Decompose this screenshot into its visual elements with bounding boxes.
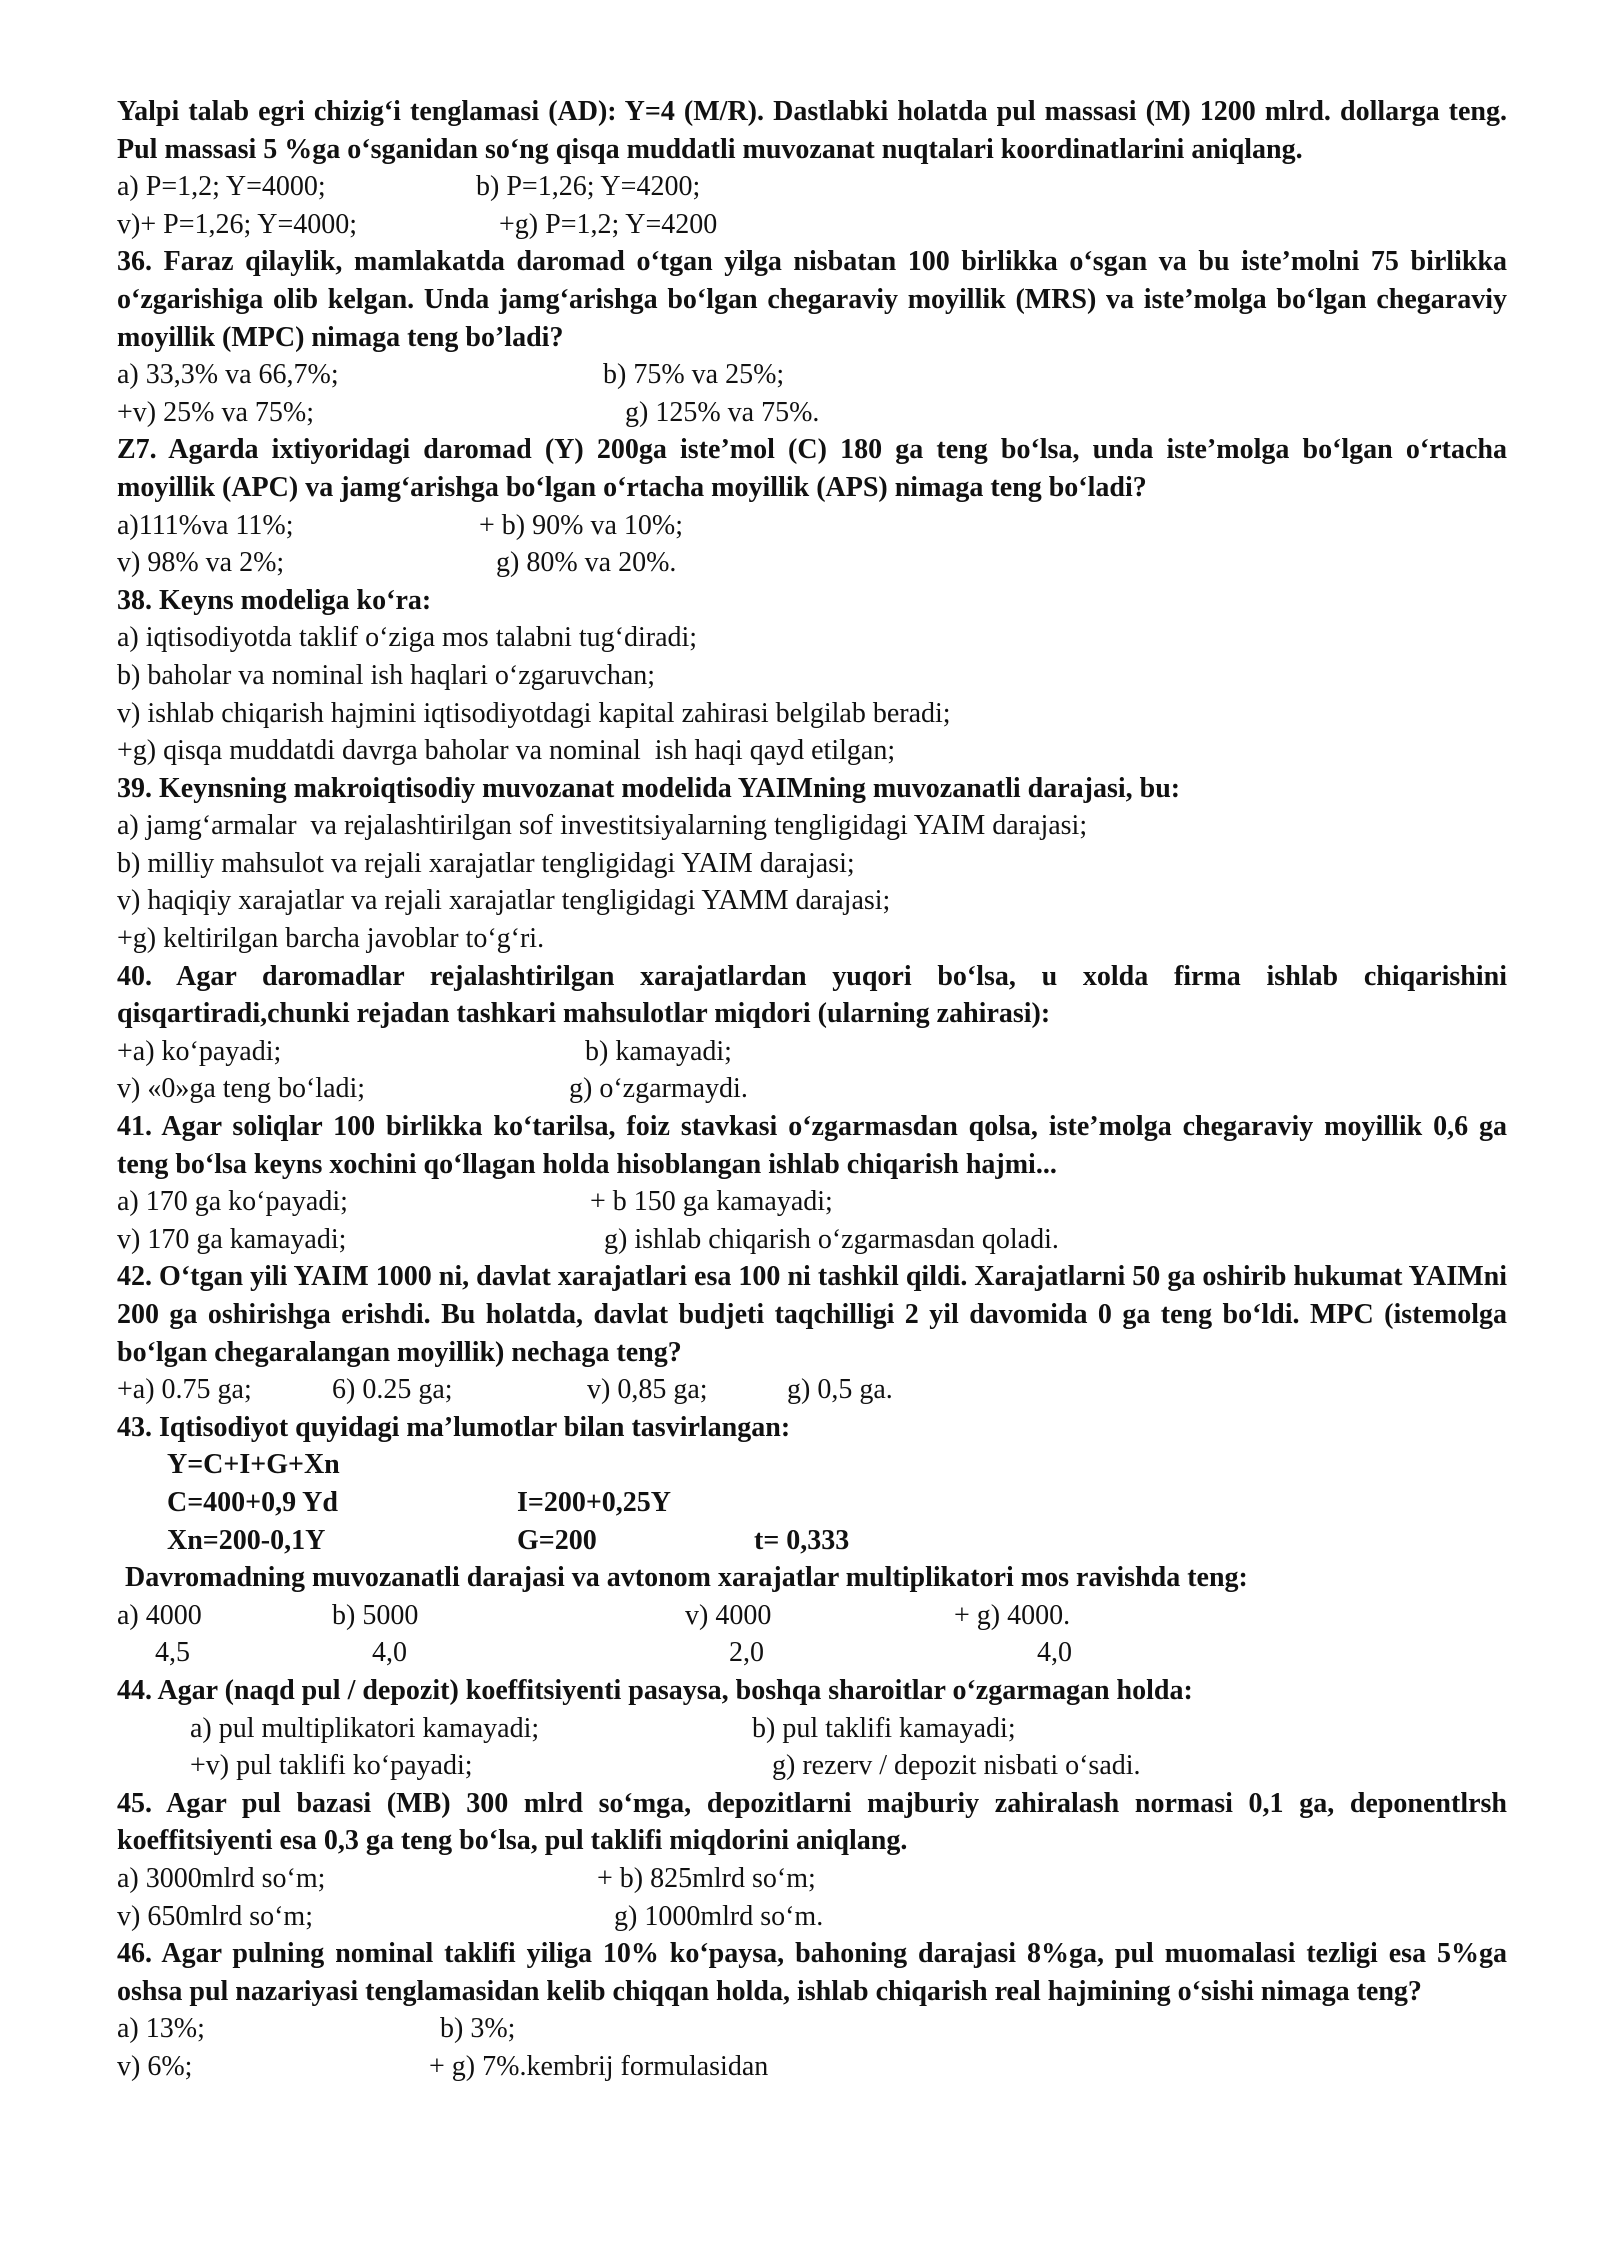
option-a: +a) 0.75 ga; bbox=[117, 1374, 252, 1406]
option-v: v)+ P=1,26; Y=4000; bbox=[117, 208, 358, 240]
option-v: +v) 25% va 75%; bbox=[117, 396, 314, 428]
option-g: +g) qisqa muddatdi davrga baholar va nominal ish haqi qayd etilgan; bbox=[117, 735, 896, 767]
question-45: 45. Agar pul bazasi (MB) 300 mlrd so‘mga, depozitlarni majburiy zahiralash normasi 0,1 ga, deponentlrsh koeffitsiyenti esa 0,3 ga teng bo‘lsa, pul taklifi miqdorini aniqlang. bbox=[117, 1787, 1507, 1857]
answer-row bbox=[117, 1070, 1507, 1108]
answer-row bbox=[117, 206, 1507, 244]
equation-tax-rate: t= 0,333 bbox=[754, 1524, 850, 1556]
option-b: + b 150 ga kamayadi; bbox=[590, 1186, 833, 1218]
option-g: g) 80% va 20%. bbox=[496, 547, 677, 579]
answer-row bbox=[117, 356, 1507, 394]
equation-row bbox=[117, 1484, 1507, 1522]
answer-row bbox=[117, 168, 1507, 206]
option-b-multiplier: 4,0 bbox=[372, 1637, 407, 1669]
equation-row bbox=[117, 1446, 1507, 1484]
answer-row bbox=[117, 1710, 1507, 1748]
answer-row bbox=[117, 394, 1507, 432]
answer-row bbox=[117, 507, 1507, 545]
answer-row bbox=[117, 1371, 1507, 1409]
answer-row bbox=[117, 544, 1507, 582]
option-g: +g) P=1,2; Y=4200 bbox=[499, 208, 718, 240]
question-42: 42. O‘tgan yili YAIM 1000 ni, davlat xarajatlari esa 100 ni tashkil qildi. Xarajatlarni 50 ga oshirib hukumat YAIMni 200 ga oshirishga erishdi. Bu holatda, davlat budjeti taqchilligi 2 yil davomida 0 ga teng bo‘ldi. MPC (istemolga bo‘lgan chegaralangan moyillik) nechaga teng? bbox=[117, 1261, 1507, 1368]
question-40: 40. Agar daromadlar rejalashtirilgan xarajatlardan yuqori bo‘lsa, u xolda firma ishlab chiqarishini qisqartiradi,chunki rejadan tashkari mahsulotlar miqdori (ularning zahirasi): bbox=[117, 960, 1507, 1030]
option-g: g) 125% va 75%. bbox=[625, 396, 820, 428]
answer-row bbox=[117, 1033, 1507, 1071]
question-35: Yalpi talab egri chizig‘i tenglamasi (AD): Y=4 (M/R). Dastlabki holatda pul massasi (M) 1200 mlrd. dollarga teng. Pul massasi 5 %ga o‘sganidan so‘ng qisqa muddatli muvozanat nuqtalari koordinatlarini aniqlang. bbox=[117, 96, 1507, 165]
option-v: v) ishlab chiqarish hajmini iqtisodiyotdagi kapital zahirasi belgilab beradi; bbox=[117, 697, 951, 729]
option-b: + b) 90% va 10%; bbox=[479, 509, 683, 541]
answer-row bbox=[117, 1747, 1507, 1785]
option-g: g) 1000mlrd so‘m. bbox=[614, 1900, 824, 1932]
option-g: g) rezerv / depozit nisbati o‘sadi. bbox=[772, 1750, 1141, 1782]
answer-row bbox=[117, 1183, 1507, 1221]
answer-row bbox=[117, 1221, 1507, 1259]
option-v: v) 650mlrd so‘m; bbox=[117, 1900, 313, 1932]
option-b: 6) 0.25 ga; bbox=[332, 1374, 453, 1406]
question-41: 41. Agar soliqlar 100 birlikka ko‘tarilsa, foiz stavkasi o‘zgarmasdan qolsa, iste’molga chegaraviy moyillik 0,6 ga teng bo‘lsa keyns xochini qo‘llagan holda hisoblangan ishlab chiqarish hajmi... bbox=[117, 1111, 1507, 1180]
option-v: v) 0,85 ga; bbox=[587, 1374, 708, 1406]
equation-row bbox=[117, 1522, 1507, 1560]
question-37: Z7. Agarda ixtiyoridagi daromad (Y) 200ga iste’mol (C) 180 ga teng bo‘lsa, unda iste’molga bo‘lgan o‘rtacha moyillik (APC) va jamg‘arishga bo‘lgan o‘rtacha moyillik (APS) nimaga teng bo‘ladi? bbox=[117, 434, 1507, 503]
option-a: a) 170 ga ko‘payadi; bbox=[117, 1186, 348, 1218]
option-a: a)111%va 11%; bbox=[117, 509, 294, 541]
question-38: 38. Keyns modeliga ko‘ra: bbox=[117, 584, 432, 616]
question-43-subtext: Davromadning muvozanatli darajasi va avtonom xarajatlar multiplikatori mos ravishda teng: bbox=[125, 1562, 1248, 1594]
equation-identity: Y=C+I+G+Xn bbox=[167, 1449, 340, 1481]
option-a-multiplier: 4,5 bbox=[155, 1637, 190, 1669]
option-g-multiplier: 4,0 bbox=[1037, 1637, 1072, 1669]
option-a: +a) ko‘payadi; bbox=[117, 1035, 282, 1067]
option-a: a) 33,3% va 66,7%; bbox=[117, 359, 339, 391]
document-page bbox=[117, 93, 1507, 2085]
option-a: a) 3000mlrd so‘m; bbox=[117, 1862, 326, 1894]
option-b: b) P=1,26; Y=4200; bbox=[476, 171, 701, 203]
option-a: a) 4000 bbox=[117, 1599, 202, 1631]
equation-net-exports: Xn=200-0,1Y bbox=[167, 1524, 326, 1556]
option-v: +v) pul taklifi ko‘payadi; bbox=[190, 1750, 473, 1782]
option-b: b) 75% va 25%; bbox=[603, 359, 785, 391]
option-g: g) 0,5 ga. bbox=[787, 1374, 893, 1406]
option-a: a) iqtisodiyotda taklif o‘ziga mos talabni tug‘diradi; bbox=[117, 622, 698, 654]
option-a: a) P=1,2; Y=4000; bbox=[117, 171, 326, 203]
option-g: g) o‘zgarmaydi. bbox=[569, 1073, 748, 1105]
option-v: v) 4000 bbox=[685, 1599, 772, 1631]
option-a: a) 13%; bbox=[117, 2013, 205, 2045]
question-46: 46. Agar pulning nominal taklifi yiliga 10% ko‘paysa, bahoning darajasi 8%ga, pul muomalasi tezligi esa 5%ga oshsa pul nazariyasi tenglamasidan kelib chiqqan holda, ishlab chiqarish real hajmining o‘sishi nimaga teng? bbox=[117, 1938, 1507, 2007]
option-b: + b) 825mlrd so‘m; bbox=[597, 1862, 816, 1894]
option-v: v) 6%; bbox=[117, 2050, 193, 2082]
option-v-multiplier: 2,0 bbox=[729, 1637, 764, 1669]
answer-row bbox=[117, 2010, 1507, 2048]
question-43-subtext-row bbox=[117, 1559, 1507, 1597]
answer-row bbox=[117, 2048, 1507, 2086]
option-g: +g) keltirilgan barcha javoblar to‘g‘ri. bbox=[117, 923, 545, 955]
answer-row bbox=[117, 1597, 1507, 1635]
option-a: a) pul multiplikatori kamayadi; bbox=[190, 1712, 540, 1744]
option-g: + g) 4000. bbox=[954, 1599, 1071, 1631]
equation-investment: I=200+0,25Y bbox=[517, 1486, 672, 1518]
question-44: 44. Agar (naqd pul / depozit) koeffitsiyenti pasaysa, boshqa sharoitlar o‘zgarmagan holda: bbox=[117, 1674, 1193, 1706]
answer-row bbox=[117, 1898, 1507, 1936]
option-b: b) 3%; bbox=[440, 2013, 516, 2045]
question-39: 39. Keynsning makroiqtisodiy muvozanat modelida YAIMning muvozanatli darajasi, bu: bbox=[117, 772, 1181, 804]
option-b: b) milliy mahsulot va rejali xarajatlar tengligidagi YAIM darajasi; bbox=[117, 847, 855, 879]
option-b: b) baholar va nominal ish haqlari o‘zgaruvchan; bbox=[117, 659, 656, 691]
equation-government: G=200 bbox=[517, 1524, 597, 1556]
question-43: 43. Iqtisodiyot quyidagi ma’lumotlar bilan tasvirlangan: bbox=[117, 1411, 791, 1443]
option-a: a) jamg‘armalar va rejalashtirilgan sof investitsiyalarning tengligidagi YAIM darajasi; bbox=[117, 810, 1088, 842]
question-36: 36. Faraz qilaylik, mamlakatda daromad o‘tgan yilga nisbatan 100 birlikka o‘sgan va bu iste’molni 75 birlikka o‘zgarishiga olib kelgan. Unda jamg‘arishga bo‘lgan chegaraviy moyillik (MRS) va iste’molga bo‘lgan chegaraviy moyillik (MPC) nimaga teng bo’ladi? bbox=[117, 246, 1507, 353]
option-v: v) 170 ga kamayadi; bbox=[117, 1223, 347, 1255]
option-g: g) ishlab chiqarish o‘zgarmasdan qoladi. bbox=[604, 1223, 1059, 1255]
option-v: v) haqiqiy xarajatlar va rejali xarajatlar tengligidagi YAMM darajasi; bbox=[117, 885, 891, 917]
option-b: b) kamayadi; bbox=[585, 1035, 732, 1067]
equation-consumption: C=400+0,9 Yd bbox=[167, 1486, 338, 1518]
option-g: + g) 7%.kembrij formulasidan bbox=[429, 2050, 769, 2082]
option-b: b) pul taklifi kamayadi; bbox=[752, 1712, 1016, 1744]
option-v: v) 98% va 2%; bbox=[117, 547, 285, 579]
option-b: b) 5000 bbox=[332, 1599, 419, 1631]
answer-row bbox=[117, 1634, 1507, 1672]
answer-row bbox=[117, 1860, 1507, 1898]
option-v: v) «0»ga teng bo‘ladi; bbox=[117, 1073, 366, 1105]
